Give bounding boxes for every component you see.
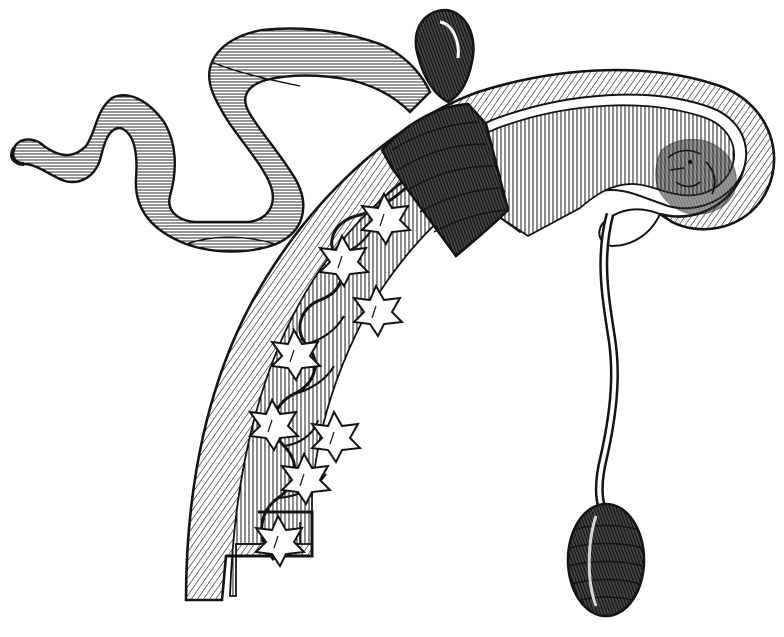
tassel-icon bbox=[568, 504, 644, 616]
pendant-cord-icon bbox=[599, 214, 614, 508]
